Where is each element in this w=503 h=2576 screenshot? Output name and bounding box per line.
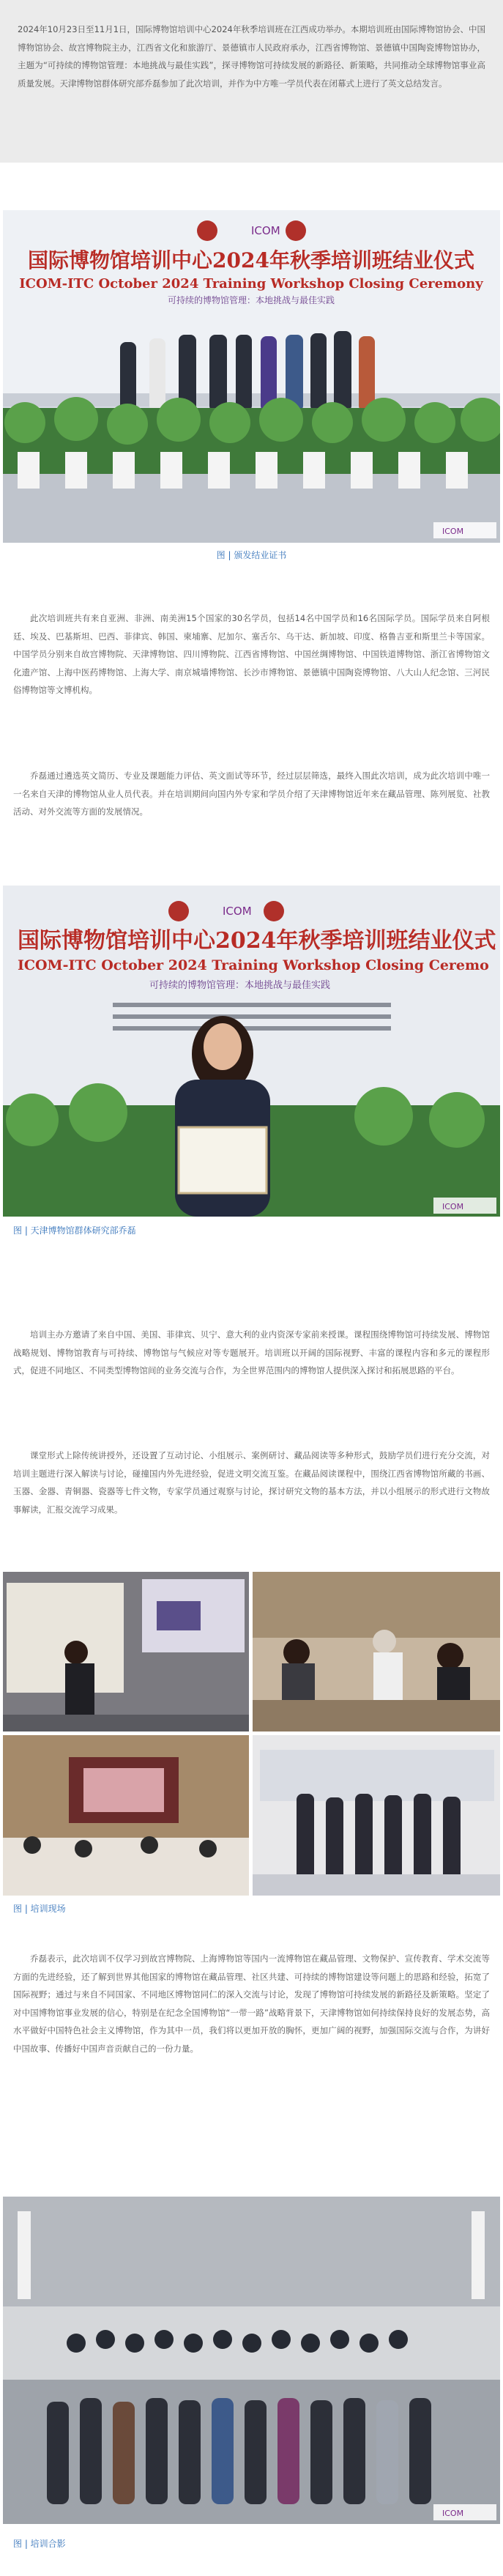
- group-photo: [3, 2197, 500, 2524]
- caption-group-photo: 图 | 培训合影: [13, 2539, 66, 2549]
- watermark-1: ICOM: [442, 527, 464, 536]
- caption-certificate: 图 | 颁发结业证书: [216, 550, 287, 560]
- banner1-icom: ICOM: [251, 224, 280, 237]
- paragraph-reflection: 乔磊表示，此次培训不仅学习到故宫博物院、上海博物馆等国内一流博物馆在藏品管理、文物保护、宣传教育、学术交流等方面的先进经验，还了解到世界其他国家的博物馆在藏品管理、社区共建、可持续的博物馆建设等问题上的思路和经验，拓宽了国际视野；通过与来自不同国家、不同地区博物馆同仁的深入交流与讨论，发现了博物馆可持续发展的新路径及新策略。坚定了对中国博物馆事业发展的信心，特别是在纪念全国博物馆“一带一路”战略背景下，天津博物馆如何持续保持良好的发展态势，高水平做好中国特色社会主义博物馆，作为其中一员，我们将以更加开放的胸怀，更加广阔的视野，加强国际交流与合作，为讲好中国故事、传播好中国声音贡献自己的一份力量。: [13, 1953, 490, 2054]
- banner1-title-cn: 国际博物馆培训中心2024年秋季培训班结业仪式: [28, 248, 474, 272]
- ceremony-photo: [3, 210, 500, 543]
- banner1-subtitle: 可持续的博物馆管理：本地挑战与最佳实践: [167, 295, 335, 305]
- banner2-title-en: ICOM-ITC October 2024 Training Workshop Closing Ceremo: [18, 957, 489, 973]
- paragraph-class-format: 课堂形式上除传统讲授外，还设置了互动讨论、小组展示、案例研讨、藏品阅读等多种形式，鼓励学员们进行充分交流，对培训主题进行深入解读与讨论，碰撞国内外先进经验，促进文明交流互鉴。在藏品阅读课程中，围绕江西省博物馆所藏的书画、玉器、金器、青铜器、瓷器等七件文物，专家学员通过观察与讨论，探讨研究文物的基本方法，并以小组展示的形式进行文物故事解读，汇报交流学习成果。: [13, 1450, 490, 1515]
- paragraph-courses: 培训主办方邀请了来自中国、美国、菲律宾、贝宁、意大利的业内资深专家前来授课。课程围绕博物馆可持续发展、博物馆战略规划、博物馆教育与可持续、博物馆与气候应对等专题展开。培训班以开阔的国际视野、丰富的课程内容和多元的课程形式，促进不同地区、不同类型博物馆间的业务交流与合作，为全世界范围内的博物馆人提供深入探讨和拓展思路的平台。: [13, 1329, 490, 1376]
- training-photo-2: [253, 1572, 500, 1731]
- paragraph-participants: 此次培训班共有来自亚洲、非洲、南美洲15个国家的30名学员，包括14名中国学员和16名国际学员。国际学员来自阿根廷、埃及、巴基斯坦、巴西、菲律宾、韩国、柬埔寨、尼加尔、塞舌尔、乌干达、新加坡、印度、格鲁吉亚和斯里兰卡等国家。中国学员分别来自故宫博物院、天津博物馆、四川博物院、江西省博物馆、中国丝绸博物馆、中国铁道博物馆、浙江省博物馆文化遗产馆、上海中医药博物馆、上海大学、南京城墙博物馆、长沙市博物馆、景德镇中国陶瓷博物馆、八大山人纪念馆、三河民俗博物馆等文博机构。: [13, 613, 490, 695]
- portrait-photo: [3, 886, 500, 1217]
- watermark-3: ICOM: [442, 2509, 464, 2518]
- banner2-subtitle: 可持续的博物馆管理：本地挑战与最佳实践: [149, 980, 331, 991]
- caption-training: 图 | 培训现场: [13, 1904, 66, 1914]
- training-photo-4: [253, 1735, 500, 1896]
- banner2-icom: ICOM: [223, 905, 252, 918]
- training-photo-1: [3, 1572, 249, 1731]
- intro-paragraph: 2024年10月23日至11月1日，国际博物馆培训中心2024年秋季培训班在江西成功举办。本期培训班由国际博物馆协会、中国博物馆协会、故宫博物院主办，江西省文化和旅游厅、景德镇市人民政府承办，江西省博物馆、景德镇中国陶瓷博物馆协办，主题为“可持续的博物馆管理：本地挑战与最佳实践”，探寻博物馆可持续发展的新路径、新策略，共同推动全球博物馆事业高质量发展。天津博物馆群体研究部乔磊参加了此次培训，并作为中方唯一学员代表在闭幕式上进行了英文总结发言。: [0, 0, 503, 163]
- training-photo-3: [3, 1735, 249, 1896]
- paragraph-qiao-lei: 乔磊通过遴选英文简历、专业及课题能力评估、英文面试等环节，经过层层筛选，最终入围此次培训，成为此次培训中唯一一名来自天津的博物馆从业人员代表。并在培训期间向国内外专家和学员介绍了天津博物馆近年来在藏品管理、陈列展览、社教活动、对外交流等方面的发展情况。: [13, 771, 490, 817]
- caption-portrait: 图 | 天津博物馆群体研究部乔磊: [13, 1225, 136, 1236]
- banner2-title-cn: 国际博物馆培训中心2024年秋季培训班结业仪式: [18, 928, 496, 954]
- banner1-title-en: ICOM-ITC October 2024 Training Workshop Closing Ceremony: [19, 276, 483, 292]
- watermark-2: ICOM: [442, 1202, 464, 1211]
